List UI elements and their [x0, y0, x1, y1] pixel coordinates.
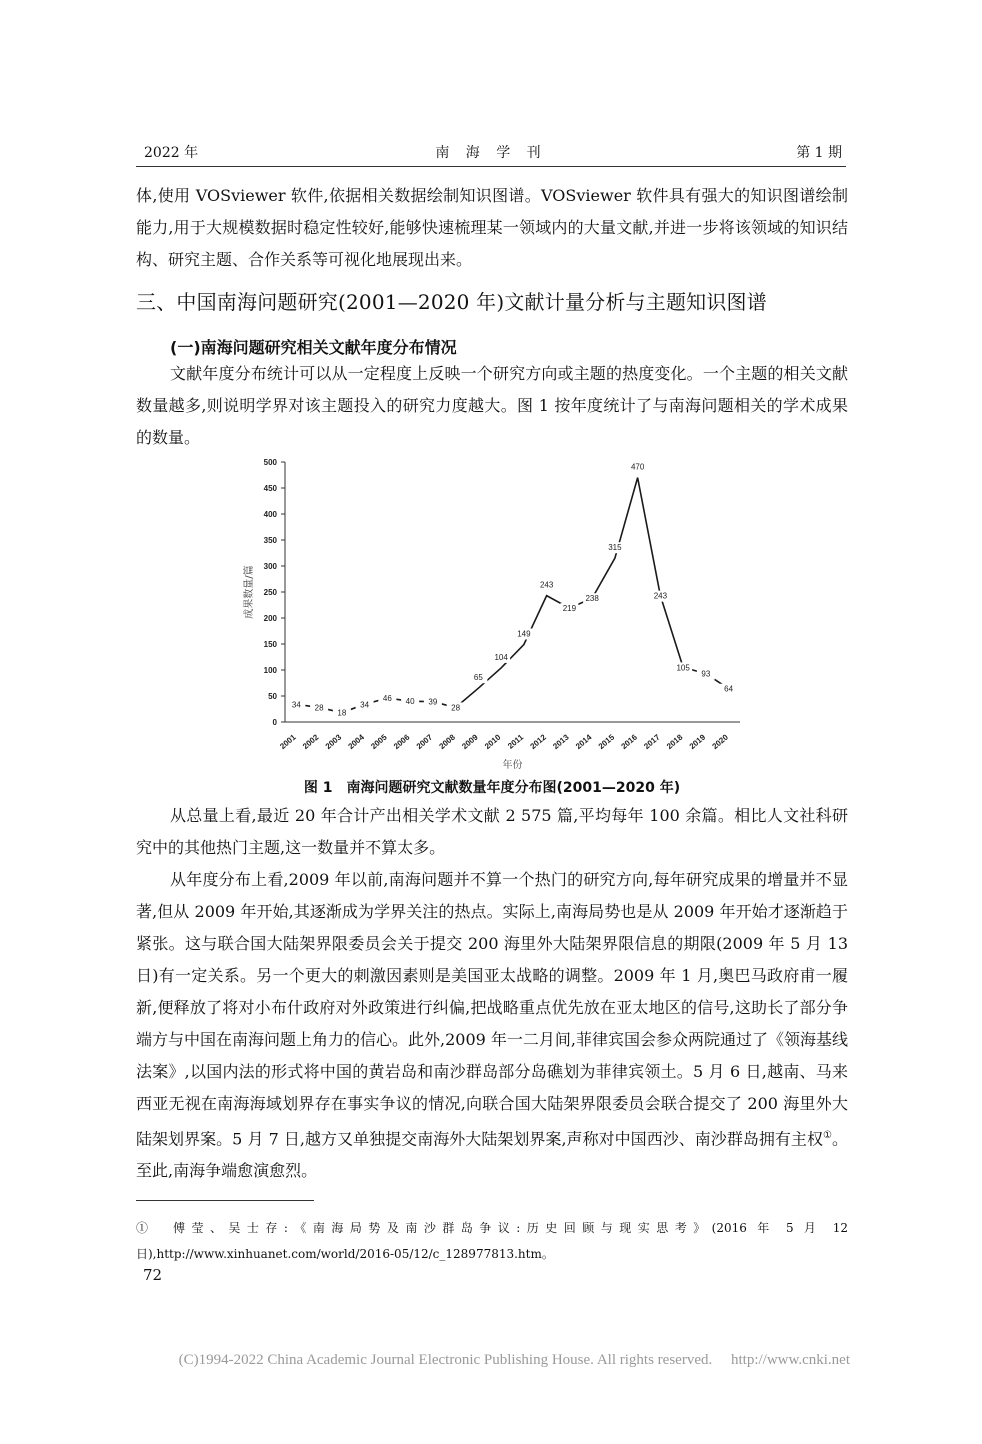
x-tick-label: 2006 [391, 732, 412, 751]
data-label: 243 [539, 580, 554, 590]
footnote-ref[interactable]: ① [822, 1130, 832, 1141]
figure-1-chart [240, 452, 750, 770]
x-tick-label: 2005 [369, 732, 389, 751]
x-tick-label: 2008 [437, 732, 457, 751]
y-tick-label: 200 [263, 614, 277, 623]
paragraph-3 [136, 864, 848, 1187]
data-label: 65 [473, 673, 483, 683]
y-tick-label: 100 [263, 666, 277, 675]
x-tick-label: 2004 [346, 732, 366, 751]
y-tick-label: 150 [263, 640, 277, 649]
data-label: 64 [724, 684, 734, 694]
paragraph-3-text: 从年度分布上看,2009 年以前,南海问题并不算一个热门的研究方向,每年研究成果的增量并不显著,但从 2009 年开始,其逐渐成为学界关注的热点。实际上,南海局势也是从 2009 年开始才逐渐趋于紧张。这与联合国大陆架界限委员会关于提交 200 海里外大陆架界限信息的期限(2009 年 5 月 13 日)有一定关系。另一个更大的刺激因素则是美国亚太战略的调整。2009 年 1 月,奥巴马政府甫一履新,便释放了将对小布什政府对外政策进行纠偏,把战略重点优先放在亚太地区的信号,这助长了部分争端方与中国在南海问题上角力的信心。此外,2009 年一二月间,菲律宾国会参众两院通过了《领海基线法案》,以国内法的形式将中国的黄岩岛和南沙群岛部分岛礁划为菲律宾领土。5 月 6 日,越南、马来西亚无视在南海海域划界存在事实争议的情况,向联合国大陆架界限委员会联合提交了 200 海里外大陆架划界案。5 月 7 日,越方又单独提交南海外大陆架划界案,声称对中国西沙、南沙群岛拥有主权 [136, 870, 848, 1149]
x-tick-label: 2010 [482, 732, 503, 751]
line-chart [240, 452, 750, 770]
y-axis-title: 成果数量/篇 [244, 565, 255, 619]
x-tick-label: 2002 [300, 732, 321, 751]
header-year: 2022 年 [144, 145, 199, 161]
data-label: 18 [337, 708, 347, 718]
data-label: 28 [451, 703, 461, 713]
data-label: 105 [676, 663, 690, 673]
x-axis-title: 年份 [502, 760, 523, 770]
x-tick-label: 2013 [551, 732, 571, 751]
x-tick-label: 2001 [278, 732, 298, 751]
subsection-title: (一)南海问题研究相关文献年度分布情况 [170, 338, 457, 357]
paragraph-2: 从总量上看,最近 20 年合计产出相关学术文献 2 575 篇,平均每年 100 余篇。相比人文社科研究中的其他热门主题,这一数量并不算太多。 [136, 806, 848, 857]
copyright-notice: (C)1994-2022 China Academic Journal Electronic Publishing House. All rights reserved. http://www.cnki.net [178, 1352, 850, 1368]
y-tick-label: 350 [263, 536, 277, 545]
y-tick-label: 450 [263, 484, 277, 493]
y-tick-label: 50 [268, 692, 277, 701]
x-tick-label: 2017 [642, 732, 662, 751]
data-label: 46 [382, 694, 392, 704]
intro-paragraph: 体,使用 VOSviewer 软件,依据相关数据绘制知识图谱。VOSviewer 软件具有强大的知识图谱绘制能力,用于大规模数据时稳定性较好,能够快速梳理某一领域内的大量文献,并进一步将该领域的知识结构、研究主题、合作关系等可视化地展现出来。 [136, 186, 848, 269]
x-tick-label: 2011 [506, 732, 526, 751]
footnote: ① 傅莹、吴士存:《南海局势及南沙群岛争议:历史回顾与现实思考》(2016 年 5 月 12 日),http://www.xinhuanet.com/world/2016-05/12/c_128977813.htm。 [136, 1221, 848, 1261]
data-label: 39 [428, 697, 438, 707]
y-tick-label: 250 [263, 588, 277, 597]
data-label: 149 [517, 629, 531, 639]
paragraph-3-tail: 。至此,南海争端愈演愈烈。 [136, 1129, 848, 1181]
x-tick-label: 2019 [687, 732, 708, 751]
data-label: 34 [291, 700, 301, 710]
footnote-rule [136, 1200, 314, 1201]
x-tick-label: 2003 [323, 732, 344, 751]
data-label: 28 [314, 703, 324, 713]
x-tick-label: 2007 [414, 732, 435, 751]
running-header [136, 142, 846, 164]
x-tick-label: 2009 [460, 732, 480, 751]
header-issue: 第 1 期 [796, 145, 842, 161]
y-tick-label: 300 [263, 562, 277, 571]
data-label: 104 [494, 652, 508, 662]
x-tick-label: 2018 [664, 732, 685, 751]
y-tick-label: 400 [263, 510, 277, 519]
figure-caption: 图 1 南海问题研究文献数量年度分布图(2001—2020 年) [303, 780, 681, 796]
section-title: 三、中国南海问题研究(2001—2020 年)文献计量分析与主题知识图谱 [136, 290, 767, 314]
data-label: 219 [562, 604, 577, 614]
x-tick-label: 2015 [596, 732, 617, 751]
page-number: 72 [143, 1266, 163, 1284]
data-label: 93 [701, 669, 711, 679]
y-tick-label: 0 [272, 718, 277, 727]
x-tick-label: 2020 [710, 732, 730, 751]
data-label: 34 [360, 700, 370, 710]
x-tick-label: 2012 [528, 732, 548, 751]
header-journal: 南 海 学 刊 [435, 145, 547, 161]
data-label: 243 [653, 591, 668, 601]
header-rule [136, 166, 846, 167]
data-label: 315 [608, 543, 622, 553]
data-label: 40 [405, 697, 415, 707]
paragraph-1: 文献年度分布统计可以从一定程度上反映一个研究方向或主题的热度变化。一个主题的相关文献数量越多,则说明学界对该主题投入的研究力度越大。图 1 按年度统计了与南海问题相关的学术成果的数量。 [136, 364, 848, 447]
y-tick-label: 500 [263, 458, 277, 467]
data-label: 238 [585, 594, 599, 604]
x-tick-label: 2016 [619, 732, 639, 751]
x-tick-label: 2014 [573, 732, 594, 751]
data-label: 470 [630, 462, 645, 472]
